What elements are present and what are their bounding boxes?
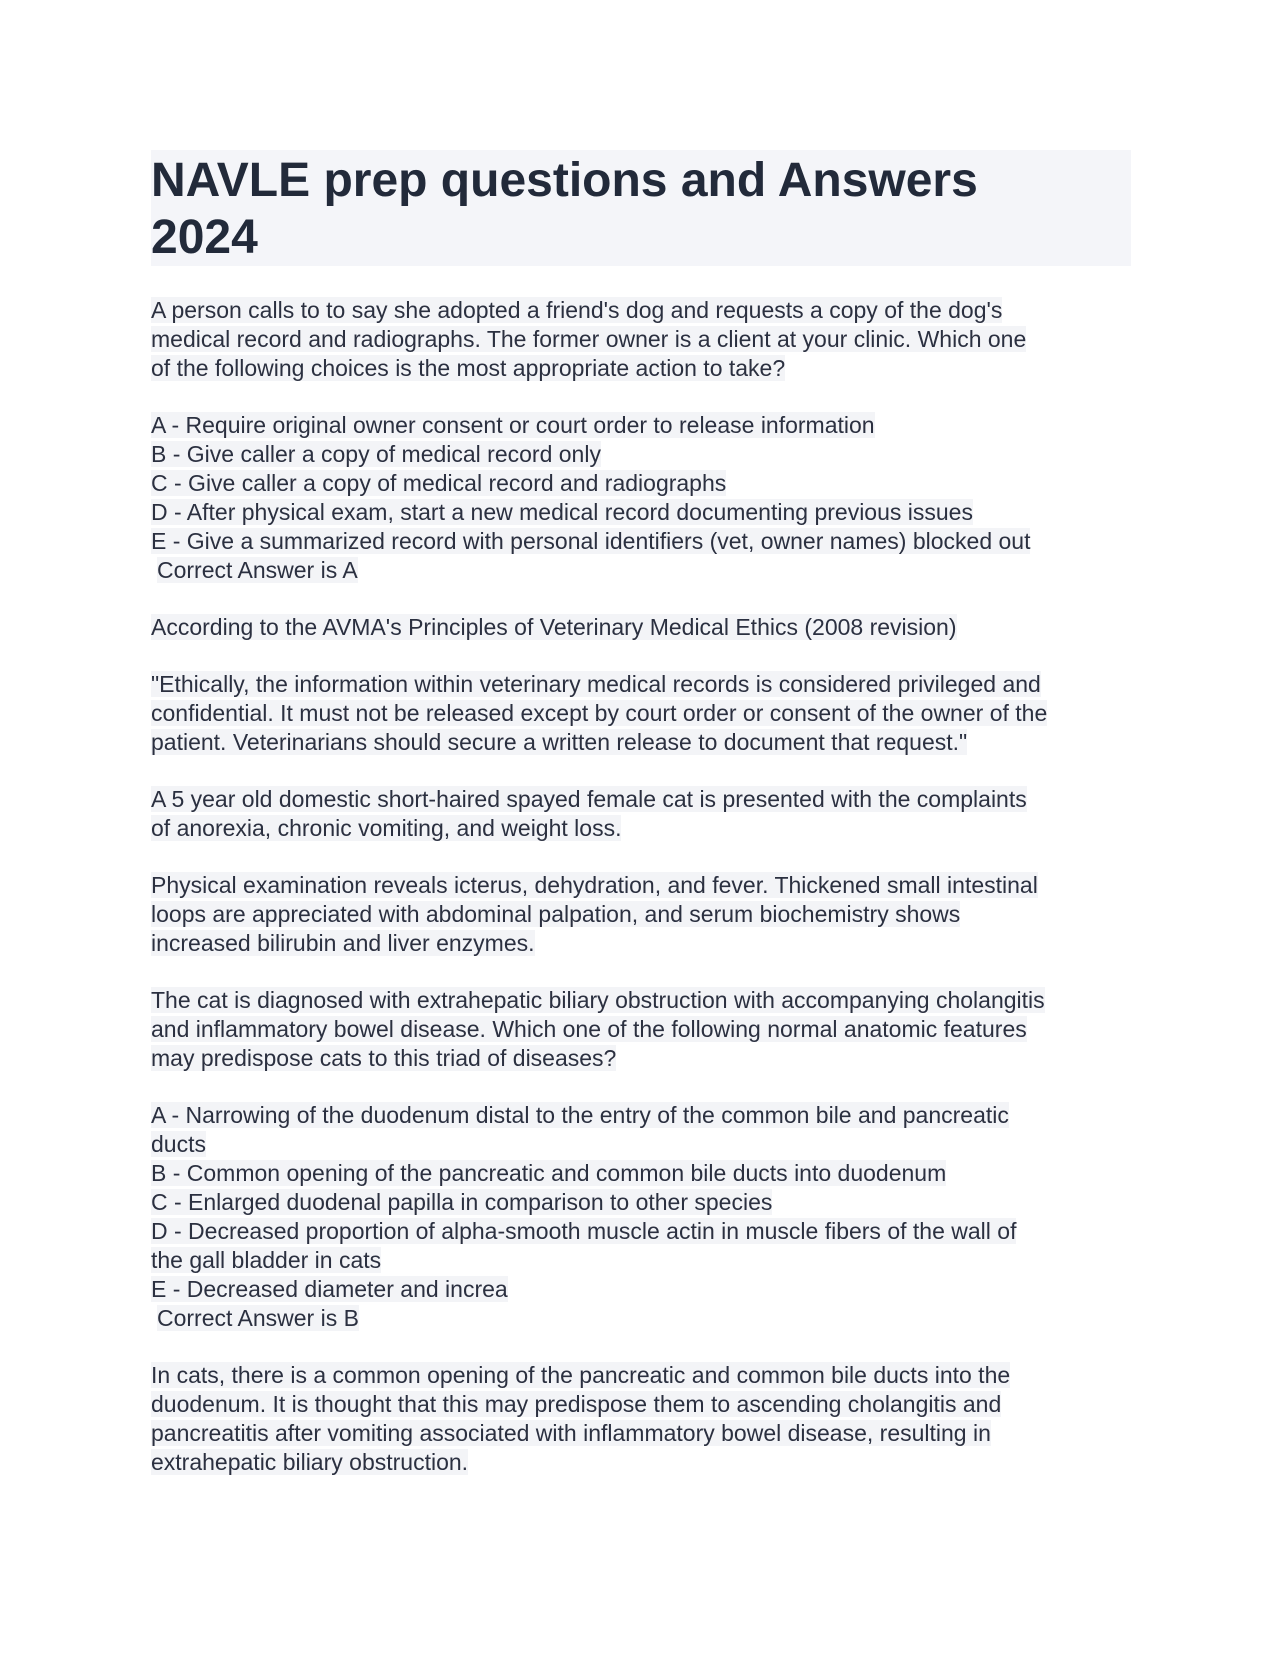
q1-options (151, 411, 1131, 585)
option-c: C - Give caller a copy of medical record and radiographs (151, 470, 727, 496)
text-line: confidential. It must not be released except by court order or consent of the owner of the (151, 700, 1048, 726)
page-title (151, 152, 1131, 266)
text-line: According to the AVMA's Principles of Veterinary Medical Ethics (2008 revision) (151, 614, 957, 640)
text-line: increased bilirubin and liver enzymes. (151, 930, 535, 956)
q1-stem (151, 296, 1131, 383)
option-e: E - Decreased diameter and increa (151, 1276, 508, 1302)
option-a-cont: ducts (151, 1131, 206, 1157)
text-line: A person calls to to say she adopted a friend's dog and requests a copy of the dog's (151, 297, 1003, 323)
q2-para3 (151, 986, 1131, 1073)
text-line: The cat is diagnosed with extrahepatic biliary obstruction with accompanying cholangitis (151, 987, 1045, 1013)
text-line: and inflammatory bowel disease. Which one of the following normal anatomic features (151, 1016, 1027, 1042)
q2-para2 (151, 871, 1131, 958)
text-line: loops are appreciated with abdominal palpation, and serum biochemistry shows (151, 901, 961, 927)
text-line: of anorexia, chronic vomiting, and weight loss. (151, 815, 622, 841)
option-d: D - Decreased proportion of alpha-smooth muscle actin in muscle fibers of the wall of (151, 1218, 1017, 1244)
text-line: Physical examination reveals icterus, dehydration, and fever. Thickened small intestinal (151, 872, 1038, 898)
option-e: E - Give a summarized record with personal identifiers (vet, owner names) blocked out (151, 528, 1031, 554)
text-line: "Ethically, the information within veterinary medical records is considered privileged and (151, 671, 1041, 697)
option-c: C - Enlarged duodenal papilla in comparison to other species (151, 1189, 773, 1215)
text-line: A 5 year old domestic short-haired spayed female cat is presented with the complaints (151, 786, 1027, 812)
text-line: duodenum. It is thought that this may predispose them to ascending cholangitis and (151, 1391, 1002, 1417)
text-line: medical record and radiographs. The former owner is a client at your clinic. Which one (151, 326, 1027, 352)
text-line: In cats, there is a common opening of the pancreatic and common bile ducts into the (151, 1362, 1011, 1388)
q1-explanation-intro (151, 613, 1131, 642)
q2-explanation (151, 1361, 1131, 1477)
option-b: B - Common opening of the pancreatic and common bile ducts into duodenum (151, 1160, 947, 1186)
text-line: of the following choices is the most appropriate action to take? (151, 355, 786, 381)
option-a: A - Require original owner consent or court order to release information (151, 412, 875, 438)
correct-answer: Correct Answer is B (157, 1305, 359, 1331)
option-b: B - Give caller a copy of medical record only (151, 441, 601, 467)
correct-answer: Correct Answer is A (157, 557, 358, 583)
title-line: 2024 (151, 211, 258, 264)
text-line: extrahepatic biliary obstruction. (151, 1449, 469, 1475)
title-line: NAVLE prep questions and Answers (151, 154, 978, 207)
q2-para1 (151, 785, 1131, 843)
document-page (151, 150, 1131, 1505)
text-line: pancreatitis after vomiting associated with inflammatory bowel disease, resulting in (151, 1420, 991, 1446)
text-line: patient. Veterinarians should secure a written release to document that request." (151, 729, 968, 755)
q1-explanation-quote (151, 670, 1131, 757)
option-d: D - After physical exam, start a new medical record documenting previous issues (151, 499, 973, 525)
q2-options (151, 1101, 1131, 1333)
option-a: A - Narrowing of the duodenum distal to the entry of the common bile and pancreatic (151, 1102, 1009, 1128)
text-line: may predispose cats to this triad of diseases? (151, 1045, 617, 1071)
title-block (151, 150, 1131, 266)
option-d-cont: the gall bladder in cats (151, 1247, 382, 1273)
